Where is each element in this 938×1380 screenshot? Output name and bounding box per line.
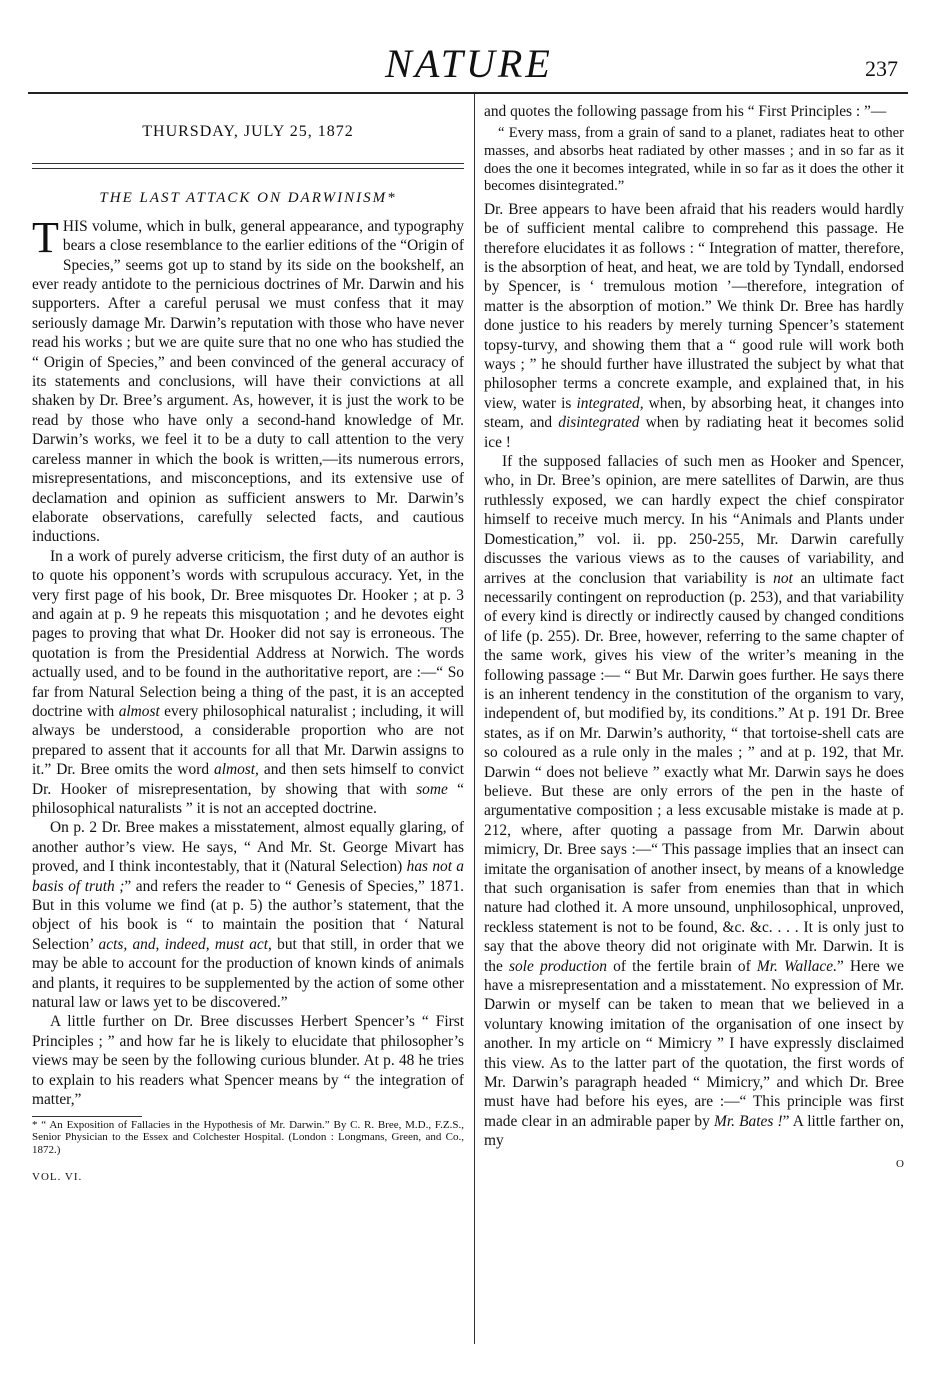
left-column	[32, 102, 464, 1188]
signature-mark: O	[896, 1157, 904, 1170]
paragraph-2	[32, 547, 464, 819]
text-run: If the supposed fallacies of such men as Hooker and Spencer, who, in Dr. Bree’s opinion, are mere satellites of Darwin, are thus ruthlessly exposed, we can hardly expect the chief conspirator himself to receive much mercy. In his “Animals and Plants under Domestication,” vol. ii. pp. 250-255, Mr. Darwin carefully discusses the various views as to the causes of variability, and arrives at the conclusion that variability is	[484, 453, 904, 587]
block-quote: “ Every mass, from a grain of sand to a planet, radiates heat to other masses, and absorbs heat radiated by other masses ; and in so far as it does the one it becomes integrated, while in so far as it does the other it becomes disintegrated.”	[484, 125, 904, 195]
text-run: Dr. Bree appears to have been afraid that his readers would hardly be of sufficient mental calibre to comprehend this passage. He therefore elucidates it as follows : “ Integration of matter, therefore, is the absorption of heat, and heat, we are told by Tyndall, endorsed by Spencer, is ‘ tremulous motion ’—therefore, integration of matter is the absorption of motion.” We think Dr. Bree has hardly done justice to his readers by merely turning Spencer’s statement topsy-turvy, and showing them that a “ good rule will work both ways ; ” he should further have illustrated the subject by what that philosopher terms a concrete example, and explained that, in his view, water is	[484, 200, 904, 412]
text-run: ” and refers the reader to “ Genesis of Species,” 1871. But in this volume we find (at p. 5) the author’s statement, that the object of his book is “ to maintain the position that ‘ Natural Selection’	[32, 877, 464, 953]
italic-run: almost,	[214, 761, 259, 779]
paragraph-r3	[484, 452, 904, 1151]
paragraph-4: A little further on Dr. Bree discusses Herbert Spencer’s “ First Principles ; ” and how far he is likely to elucidate that philosopher’s views may be seen by the following curious blunder. At p. 48 he tries to explain to his readers what Spencer means by “ the integration of matter,”	[32, 1013, 464, 1109]
italic-run: Mr. Wallace.	[756, 957, 837, 975]
dateline: THURSDAY, JULY 25, 1872	[142, 123, 354, 140]
volume-label: VOL. VI.	[32, 1171, 83, 1184]
text-run: On p. 2 Dr. Bree makes a misstatement, almost equally glaring, of another author’s view. He says, “ And Mr. St. George Mivart has proved, and I think incontestably, that it (Natural Selection)	[32, 819, 464, 876]
text-run: In a work of purely adverse criticism, the first duty of an author is to quote his opponent’s words with scrupulous accuracy. Yet, in the very first page of his book, Dr. Bree misquotes Dr. Hooker ; at p. 3 and again at p. 9 he repeats this misquotation ; and he devotes eight pages to proving that what Dr. Hooker did not say is erroneous. The quotation is from the Presidential Address at Norwich. The words actually used, and to be found in the authoritative report, are :—“ So far from Natural Selection being a thing of the past, it is an accepted doctrine with	[32, 547, 464, 720]
text-run: of the fertile brain of	[606, 957, 757, 975]
italic-run: some	[416, 780, 448, 798]
paragraph-3	[32, 818, 464, 1012]
paragraph-1	[32, 212, 464, 547]
text-run: ” Here we have a misrepresentation and a misstatement. No expression of Mr. Darwin or myself can be taken to mean that we believed in a voluntary knowing imitation of the organisation of one insect by another. In my article on “ Mimicry ” I have expressly disclaimed this view. As to the latter part of the quotation, the first words of Mr. Darwin’s paragraph headed “ Mimicry,” and which Dr. Bree must have had before his eyes, are :—“ This principle was first made clear in an admirable paper by	[484, 957, 904, 1130]
text-run: an ultimate fact necessarily contingent on reproduction (p. 253), and that variability of every kind is directly or indirectly caused by changed conditions of life (p. 255). Dr. Bree, however, referring to the same chapter of the same work, gives his view of the writer’s meaning in the following passage :— “ But Mr. Darwin goes further. He says there is an inherent tendency in the constitution of the organism to vary, independent of, but modified by, its conditions.” At p. 191 Dr. Bree states, as if on Mr. Darwin’s authority, “ that tortoise-shell cats are so coloured as a rule only in the males ; ” and at p. 192, that Mr. Darwin “ does not believe ” exactly what Mr. Darwin says he does believe. But these are only errors of the pen in the haste of argumentative composition ; a less excusable mistake is made at p. 212, where, after quoting a passage from Mr. Darwin about mimicry, Dr. Bree says :—“ This passage implies that an insect can imitate the organisation of another insect, by means of a knowledge that such organisation is safer from enemies than that in which nature had clothed it. A more unsound, unphilosophical, unproved, reckless statement is not to be found, &c. &c. . . . It is only just to say that the above theory did not originate with Mr. Darwin. It is the	[484, 569, 904, 975]
text-run: “ philosophical naturalists ” it is not an accepted doctrine.	[32, 780, 464, 817]
journal-title: NATURE	[385, 41, 553, 86]
double-rule	[32, 163, 464, 169]
text-run: ” A little farther on, my	[484, 1112, 904, 1150]
paragraph-r1: and quotes the following passage from his “ First Principles : ”—	[484, 103, 887, 120]
italic-run: almost	[118, 702, 160, 720]
header-rule	[28, 92, 908, 94]
italic-run: Mr. Bates !	[714, 1112, 783, 1130]
paragraph-r2	[484, 200, 904, 452]
text-run: every philosophical naturalist ; including, it will always be understood, a considerable proportion who are not prepared to assent that it accounts for all that Mr. Darwin assigns to it.” Dr. Bree omits the word	[32, 702, 464, 779]
drop-cap: T	[32, 212, 59, 262]
italic-run: not	[773, 569, 793, 587]
paragraph-1-text: HIS volume, which in bulk, general appearance, and typography bears a close resemblance to the earlier editions of the “Origin of Species,” seems got up to stand by its side on the bookshelf, an ever ready antidote to the pernicious doctrines of Mr. Darwin and his supporters. After a careful perusal we must confess that it may seriously damage Mr. Darwin’s reputation with those who have never read his works ; but we are quite sure that no one who has studied the “ Origin of Species,” and been convinced of the general accuracy of its statements and conclusions, will have their convictions at all shaken by Dr. Bree’s argument. As, however, it is just the work to be read by those who have only a second-hand knowledge of Mr. Darwin’s works, we feel it to be a duty to call attention to the very careless manner in which the book is written,—its numerous errors, misrepresentations, and misconceptions, and its extensive use of declamation and opinion as sufficient answers to Mr. Darwin’s elaborate observations, carefully selected facts, and cautious inductions.	[32, 217, 464, 546]
text-run: when, by absorbing heat, it changes into steam, and	[484, 394, 904, 432]
masthead	[0, 40, 938, 90]
italic-run: has not a basis of truth ;	[32, 858, 464, 895]
text-run: but that still, in order that we may be able to account for the production of known kinds of animals and plants, it requires to be supplemented by the action of some other natural law or laws yet to be discovered.”	[32, 935, 465, 1012]
footnote: * “ An Exposition of Fallacies in the Hypothesis of Mr. Darwin.” By C. R. Bree, M.D., F.Z.S., Senior Physician to the Essex and Colchester Hospital. (London : Longmans, Green, and Co., 1872.)	[32, 1118, 464, 1156]
italic-run: integrated,	[576, 394, 644, 412]
column-divider	[474, 94, 475, 1344]
text-run: when by radiating heat it becomes solid ice !	[484, 414, 904, 451]
right-column	[484, 102, 904, 1174]
footnote-rule	[32, 1116, 142, 1117]
text-run: and then sets himself to convict Dr. Hooker of misrepresentation, by showing that with	[32, 761, 465, 798]
italic-run: acts, and, indeed, must act,	[98, 935, 272, 953]
article-title: THE LAST ATTACK ON DARWINISM*	[99, 190, 397, 207]
italic-run: disintegrated	[558, 414, 640, 432]
page-number: 237	[865, 56, 898, 81]
italic-run: sole production	[509, 957, 607, 975]
